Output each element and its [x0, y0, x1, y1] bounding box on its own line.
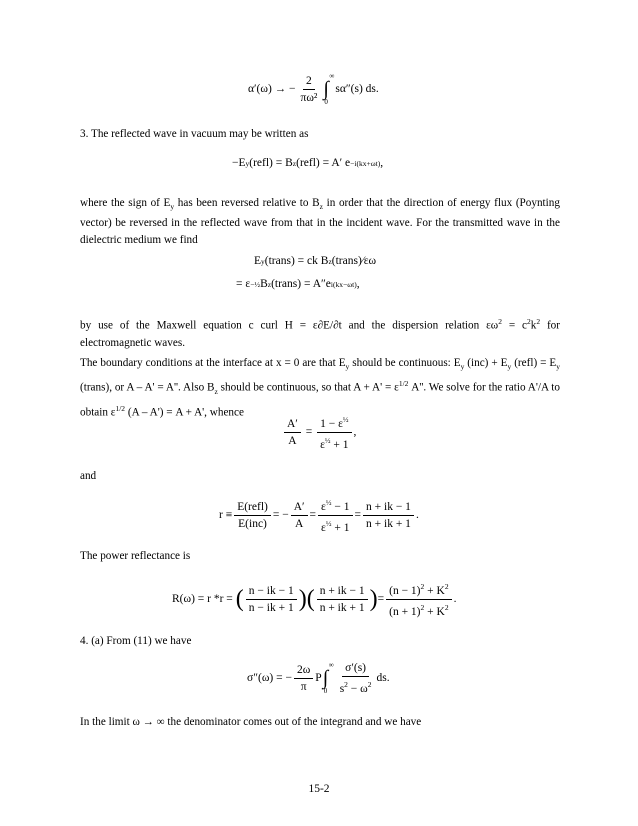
- eq1-integrand: sα″(s) ds.: [335, 83, 379, 95]
- paragraph-power-reflectance: The power reflectance is: [80, 550, 191, 562]
- eq1-integral: ∞ ∫ 0: [323, 72, 335, 106]
- paragraph-limit: In the limit ω → ∞ the denominator comes out of the integrand and we have: [80, 716, 422, 728]
- paragraph-3-intro: 3. The reflected wave in vacuum may be written as: [80, 128, 309, 140]
- equation-transmitted-1: E y (trans) = ck B z (trans)⁄εω: [254, 255, 377, 267]
- paragraph-maxwell: by use of the Maxwell equation c curl H = ε∂E/∂t and the dispersion relation $\varepsilon\omega^2 = c^2k^2$ for electromagnetic waves.: [80, 317, 561, 349]
- equation-reflectivity: r ≡ $\frac{\text{E(refl)}}{\text{E(inc)}}$ = − $\frac{A'}{A}$ = $\frac{\varepsilon^{\frac{1}{2}} - 1}{\varepsilon^{\frac{1}{2}} + 1}$ = $\frac{n + ik - 1}{n + ik + 1}$ .: [219, 498, 419, 534]
- equation-transmitted-2: = ε −½ B z (trans) = A″e i(kx−ωt) ,: [236, 278, 360, 290]
- paragraph-sign-reversal: where the sign of $E_y$ has been reversed relative to $B_z$ in order that the direction of energy flux (Poynting vector) be reversed in the reflected wave from that in the incident wave. For the transmitted wave in the dielectric medium we find: [80, 197, 560, 247]
- eq1-lhs: α′(ω) → −: [248, 83, 296, 95]
- paragraph-4a: 4. (a) From (11) we have: [80, 635, 192, 647]
- equation-alpha-prime: [248, 72, 379, 106]
- page-number: 15-2: [308, 783, 330, 795]
- equation-sigma-double-prime: σ″(ω) = − $\frac{2\omega}{\pi}$ P ∞ ∫ 0 $\frac{\sigma'(s)}{s^2 - \omega^2}$ ds.: [247, 661, 390, 696]
- paragraph-boundary: The boundary conditions at the interface at x = 0 are that $E_y$ should be continuous: $E_y$ $(inc) + E_y$ (refl) = $E_y$ (trans), or A – A' = A''. Also $B_z$ should be continuous, so that $A + A' = \varepsilon^{1/2}$ A''. We solve for the ratio A'/A to obtain $\varepsilon^{1/2}$ (A – A') = A + A', whence: [80, 357, 561, 419]
- equation-power-reflectance: R(ω) = r *r = ( $\frac{n - ik - 1}{n - ik + 1}$ )( $\frac{n + ik - 1}{n + ik + 1}$ ) = $\frac{(n - 1)^2 + K^2}{(n + 1)^2 + K^2}$ .: [172, 582, 457, 618]
- eq1-fraction: $\frac{2}{\text{πω²}}$: [300, 74, 318, 104]
- equation-ratio: $\frac{A'}{A}$ = $\frac{1 - \varepsilon^{\frac{1}{2}}}{\varepsilon^{\frac{1}{2}} + 1}$ ,: [282, 413, 356, 452]
- paragraph-and: and: [80, 470, 97, 482]
- equation-reflected-wave: −E y (refl) = B z (refl) = A′ e −i(kx+ωt) ,: [232, 157, 384, 169]
